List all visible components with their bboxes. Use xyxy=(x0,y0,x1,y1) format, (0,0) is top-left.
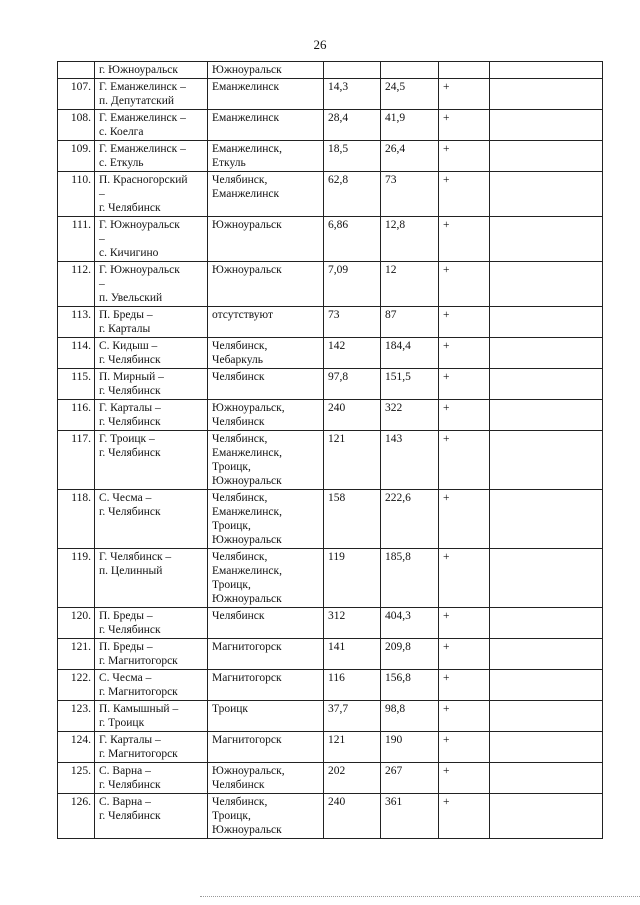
settlement-line: Магнитогорск xyxy=(212,672,282,684)
settlements xyxy=(208,141,324,172)
route-name xyxy=(95,490,208,549)
route-name xyxy=(95,262,208,307)
value-2: 98,8 xyxy=(381,701,439,732)
settlement-line: Южноуральск xyxy=(212,219,282,231)
value-2: 185,8 xyxy=(381,549,439,608)
empty-cell xyxy=(490,338,603,369)
settlement-line: Чебаркуль xyxy=(212,354,263,366)
route-line: П. Мирный – xyxy=(99,371,164,383)
mark-plus: + xyxy=(439,79,490,110)
value-1: 97,8 xyxy=(324,369,381,400)
value-1: 116 xyxy=(324,670,381,701)
route-name xyxy=(95,431,208,490)
settlements xyxy=(208,490,324,549)
route-name xyxy=(95,217,208,262)
value-2: 267 xyxy=(381,763,439,794)
settlement-line: Челябинск, xyxy=(212,340,268,352)
mark-plus: + xyxy=(439,639,490,670)
table-row xyxy=(58,217,603,262)
mark-plus: + xyxy=(439,307,490,338)
settlement-line: Еманжелинск, xyxy=(212,506,282,518)
settlement-line: Челябинск xyxy=(212,610,265,622)
route-line: г. Челябинск xyxy=(99,810,161,822)
row-number: 124. xyxy=(58,732,95,763)
settlement-line: Южноуральск xyxy=(212,64,282,76)
settlement-line: Челябинск, xyxy=(212,551,268,563)
route-name xyxy=(95,141,208,172)
route-line: С. Кидыш – xyxy=(99,340,158,352)
table-row xyxy=(58,732,603,763)
row-number: 107. xyxy=(58,79,95,110)
empty-cell xyxy=(490,172,603,217)
route-line: П. Бреды – xyxy=(99,641,153,653)
route-line: г. Челябинск xyxy=(99,385,161,397)
empty-cell xyxy=(490,794,603,839)
route-line: П. Бреды – xyxy=(99,610,153,622)
mark-plus: + xyxy=(439,400,490,431)
route-line: Г. Карталы – xyxy=(99,402,161,414)
row-number: 119. xyxy=(58,549,95,608)
route-line: г. Челябинск xyxy=(99,506,161,518)
mark-plus: + xyxy=(439,701,490,732)
route-line: Г. Челябинск – xyxy=(99,551,172,563)
value-1: 119 xyxy=(324,549,381,608)
row-number: 111. xyxy=(58,217,95,262)
table-row xyxy=(58,262,603,307)
value-1 xyxy=(324,62,381,79)
table-row xyxy=(58,369,603,400)
settlement-line: Троицк, xyxy=(212,810,251,822)
settlement-line: Южноуральск xyxy=(212,264,282,276)
route-line: Г. Еманжелинск – xyxy=(99,81,186,93)
value-1: 28,4 xyxy=(324,110,381,141)
value-2: 156,8 xyxy=(381,670,439,701)
table-row xyxy=(58,670,603,701)
page-number: 26 xyxy=(313,37,327,52)
table-row xyxy=(58,549,603,608)
mark-plus: + xyxy=(439,549,490,608)
empty-cell xyxy=(490,141,603,172)
route-line: г. Челябинск xyxy=(99,354,161,366)
row-number: 125. xyxy=(58,763,95,794)
route-line: – xyxy=(99,233,105,245)
route-line: П. Камышный – xyxy=(99,703,179,715)
route-line: г. Магнитогорск xyxy=(99,748,178,760)
table-row xyxy=(58,608,603,639)
route-name xyxy=(95,549,208,608)
table-row xyxy=(58,110,603,141)
value-1: 142 xyxy=(324,338,381,369)
route-line: Г. Еманжелинск – xyxy=(99,143,186,155)
value-2 xyxy=(381,62,439,79)
route-name xyxy=(95,338,208,369)
settlement-line: Челябинск, xyxy=(212,174,268,186)
route-name xyxy=(95,369,208,400)
mark-plus: + xyxy=(439,338,490,369)
empty-cell xyxy=(490,110,603,141)
settlement-line: Южноуральск, xyxy=(212,402,285,414)
settlement-line: Троицк, xyxy=(212,461,251,473)
route-line: Г. Троицк – xyxy=(99,433,155,445)
route-line: С. Варна – xyxy=(99,796,151,808)
value-2: 190 xyxy=(381,732,439,763)
settlement-line: Челябинск xyxy=(212,416,265,428)
route-line: с. Коелга xyxy=(99,126,144,138)
value-1: 240 xyxy=(324,400,381,431)
value-2: 151,5 xyxy=(381,369,439,400)
settlements xyxy=(208,62,324,79)
value-1: 62,8 xyxy=(324,172,381,217)
value-1: 7,09 xyxy=(324,262,381,307)
table-row xyxy=(58,639,603,670)
settlement-line: Троицк, xyxy=(212,579,251,591)
mark-plus: + xyxy=(439,431,490,490)
value-2: 322 xyxy=(381,400,439,431)
settlement-line: Магнитогорск xyxy=(212,734,282,746)
settlements xyxy=(208,670,324,701)
route-name xyxy=(95,670,208,701)
route-line: С. Чесма – xyxy=(99,492,152,504)
route-line: П. Красногорский xyxy=(99,174,188,186)
routes-table xyxy=(57,61,603,839)
value-1: 312 xyxy=(324,608,381,639)
empty-cell xyxy=(490,431,603,490)
row-number: 117. xyxy=(58,431,95,490)
value-1: 121 xyxy=(324,431,381,490)
row-number: 113. xyxy=(58,307,95,338)
table-row xyxy=(58,701,603,732)
route-line: Г. Еманжелинск – xyxy=(99,112,186,124)
row-number: 121. xyxy=(58,639,95,670)
bottom-rule xyxy=(200,896,640,897)
value-1: 141 xyxy=(324,639,381,670)
mark-plus: + xyxy=(439,763,490,794)
settlements xyxy=(208,431,324,490)
table-row xyxy=(58,794,603,839)
settlements xyxy=(208,110,324,141)
empty-cell xyxy=(490,79,603,110)
route-line: Г. Южноуральск xyxy=(99,264,180,276)
route-name xyxy=(95,307,208,338)
route-line: г. Южноуральск xyxy=(99,64,178,76)
value-2: 24,5 xyxy=(381,79,439,110)
empty-cell xyxy=(490,262,603,307)
route-line: г. Челябинск xyxy=(99,202,161,214)
table-row xyxy=(58,307,603,338)
row-number: 122. xyxy=(58,670,95,701)
settlement-line: Еманжелинск, xyxy=(212,447,282,459)
settlement-line: Троицк, xyxy=(212,520,251,532)
value-1: 158 xyxy=(324,490,381,549)
row-number: 109. xyxy=(58,141,95,172)
route-line: – xyxy=(99,278,105,290)
empty-cell xyxy=(490,369,603,400)
route-line: – xyxy=(99,188,105,200)
settlements xyxy=(208,608,324,639)
settlements xyxy=(208,79,324,110)
empty-cell xyxy=(490,549,603,608)
route-line: г. Карталы xyxy=(99,323,151,335)
value-2: 404,3 xyxy=(381,608,439,639)
value-1: 37,7 xyxy=(324,701,381,732)
mark-plus: + xyxy=(439,608,490,639)
table-row xyxy=(58,62,603,79)
settlement-line: Еманжелинск xyxy=(212,112,280,124)
route-line: Г. Южноуральск xyxy=(99,219,180,231)
mark-plus: + xyxy=(439,262,490,307)
value-1: 14,3 xyxy=(324,79,381,110)
empty-cell xyxy=(490,732,603,763)
settlement-line: Южноуральск xyxy=(212,824,282,836)
settlements xyxy=(208,217,324,262)
route-name xyxy=(95,62,208,79)
value-2: 143 xyxy=(381,431,439,490)
settlement-line: Еманжелинск, xyxy=(212,143,282,155)
row-number: 112. xyxy=(58,262,95,307)
mark-plus: + xyxy=(439,369,490,400)
route-line: г. Магнитогорск xyxy=(99,686,178,698)
value-2: 41,9 xyxy=(381,110,439,141)
mark-plus: + xyxy=(439,732,490,763)
settlement-line: Магнитогорск xyxy=(212,641,282,653)
route-line: П. Бреды – xyxy=(99,309,153,321)
settlements xyxy=(208,549,324,608)
mark-plus: + xyxy=(439,490,490,549)
settlements xyxy=(208,400,324,431)
mark-plus xyxy=(439,62,490,79)
row-number: 118. xyxy=(58,490,95,549)
table-row xyxy=(58,763,603,794)
settlement-line: Еткуль xyxy=(212,157,246,169)
settlement-line: Южноуральск xyxy=(212,475,282,487)
settlement-line: Челябинск, xyxy=(212,492,268,504)
settlement-line: Троицк xyxy=(212,703,248,715)
route-line: г. Челябинск xyxy=(99,779,161,791)
empty-cell xyxy=(490,608,603,639)
row-number: 108. xyxy=(58,110,95,141)
route-line: п. Целинный xyxy=(99,565,163,577)
table-row xyxy=(58,172,603,217)
route-line: п. Увельский xyxy=(99,292,163,304)
table-row xyxy=(58,431,603,490)
route-name xyxy=(95,172,208,217)
route-line: п. Депутатский xyxy=(99,95,175,107)
route-line: с. Кичигино xyxy=(99,247,159,259)
settlement-line: Челябинск xyxy=(212,779,265,791)
row-number xyxy=(58,62,95,79)
value-2: 12 xyxy=(381,262,439,307)
value-1: 202 xyxy=(324,763,381,794)
route-line: г. Челябинск xyxy=(99,447,161,459)
settlements xyxy=(208,307,324,338)
table-row xyxy=(58,141,603,172)
empty-cell xyxy=(490,400,603,431)
settlements xyxy=(208,763,324,794)
settlements xyxy=(208,732,324,763)
settlement-line: Южноуральск xyxy=(212,534,282,546)
route-name xyxy=(95,79,208,110)
route-name xyxy=(95,639,208,670)
empty-cell xyxy=(490,62,603,79)
mark-plus: + xyxy=(439,217,490,262)
empty-cell xyxy=(490,763,603,794)
settlements xyxy=(208,701,324,732)
mark-plus: + xyxy=(439,110,490,141)
value-2: 209,8 xyxy=(381,639,439,670)
row-number: 114. xyxy=(58,338,95,369)
route-line: Г. Карталы – xyxy=(99,734,161,746)
value-1: 6,86 xyxy=(324,217,381,262)
mark-plus: + xyxy=(439,172,490,217)
settlement-line: отсутствуют xyxy=(212,309,274,321)
route-name xyxy=(95,608,208,639)
route-line: С. Чесма – xyxy=(99,672,152,684)
mark-plus: + xyxy=(439,670,490,701)
settlements xyxy=(208,639,324,670)
value-2: 26,4 xyxy=(381,141,439,172)
value-2: 184,4 xyxy=(381,338,439,369)
value-1: 18,5 xyxy=(324,141,381,172)
mark-plus: + xyxy=(439,794,490,839)
settlement-line: Челябинск, xyxy=(212,433,268,445)
value-2: 87 xyxy=(381,307,439,338)
table-row xyxy=(58,79,603,110)
route-line: г. Троицк xyxy=(99,717,145,729)
table-row xyxy=(58,490,603,549)
route-name xyxy=(95,763,208,794)
value-2: 12,8 xyxy=(381,217,439,262)
empty-cell xyxy=(490,639,603,670)
row-number: 116. xyxy=(58,400,95,431)
empty-cell xyxy=(490,307,603,338)
route-name xyxy=(95,400,208,431)
route-name xyxy=(95,110,208,141)
empty-cell xyxy=(490,701,603,732)
route-line: г. Магнитогорск xyxy=(99,655,178,667)
route-name xyxy=(95,794,208,839)
settlements xyxy=(208,794,324,839)
row-number: 120. xyxy=(58,608,95,639)
settlement-line: Южноуральск, xyxy=(212,765,285,777)
value-2: 73 xyxy=(381,172,439,217)
empty-cell xyxy=(490,217,603,262)
empty-cell xyxy=(490,490,603,549)
table-row xyxy=(58,338,603,369)
row-number: 110. xyxy=(58,172,95,217)
route-line: г. Челябинск xyxy=(99,416,161,428)
value-1: 240 xyxy=(324,794,381,839)
value-1: 121 xyxy=(324,732,381,763)
route-line: с. Еткуль xyxy=(99,157,144,169)
route-line: г. Челябинск xyxy=(99,624,161,636)
settlements xyxy=(208,172,324,217)
settlements xyxy=(208,262,324,307)
settlement-line: Южноуральск xyxy=(212,593,282,605)
value-1: 73 xyxy=(324,307,381,338)
settlements xyxy=(208,338,324,369)
settlements xyxy=(208,369,324,400)
table-row xyxy=(58,400,603,431)
settlement-line: Челябинск xyxy=(212,371,265,383)
mark-plus: + xyxy=(439,141,490,172)
route-name xyxy=(95,732,208,763)
row-number: 123. xyxy=(58,701,95,732)
route-line: С. Варна – xyxy=(99,765,151,777)
settlement-line: Еманжелинск xyxy=(212,81,280,93)
empty-cell xyxy=(490,670,603,701)
settlement-line: Еманжелинск, xyxy=(212,565,282,577)
value-2: 222,6 xyxy=(381,490,439,549)
route-name xyxy=(95,701,208,732)
row-number: 126. xyxy=(58,794,95,839)
row-number: 115. xyxy=(58,369,95,400)
value-2: 361 xyxy=(381,794,439,839)
settlement-line: Челябинск, xyxy=(212,796,268,808)
settlement-line: Еманжелинск xyxy=(212,188,280,200)
